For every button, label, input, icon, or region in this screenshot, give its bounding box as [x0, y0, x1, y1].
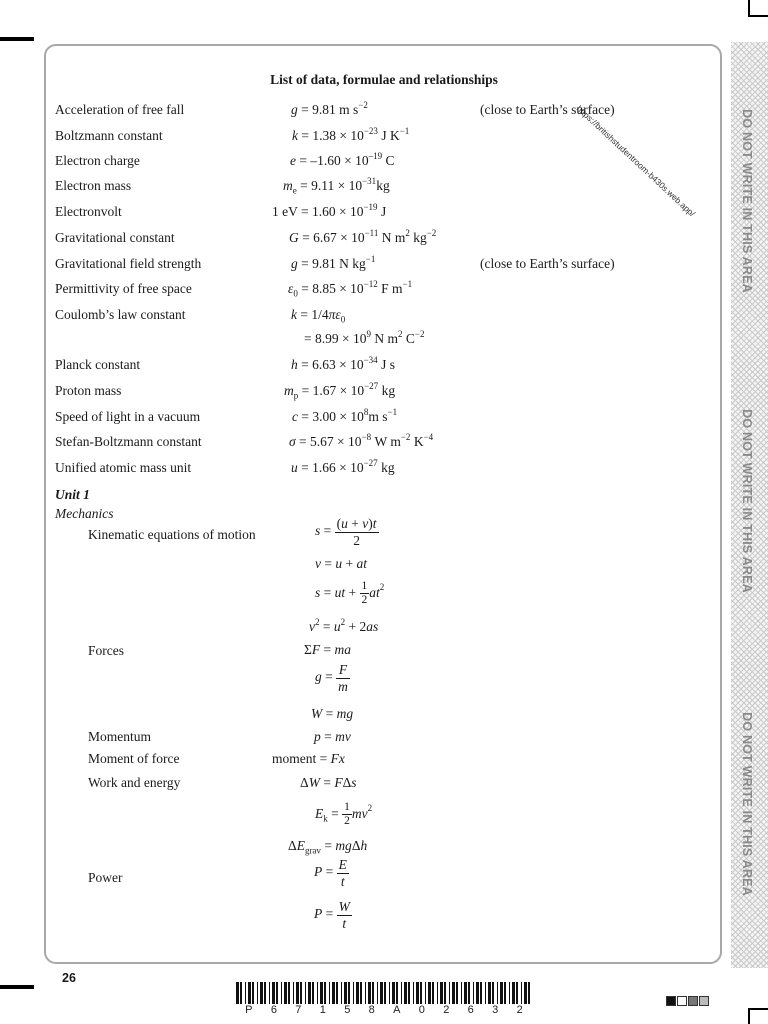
label-moment: Moment of force: [88, 751, 180, 766]
constant-name: Electron charge: [55, 153, 140, 168]
barcode-bar: [269, 982, 270, 1004]
barcode-bar: [284, 982, 287, 1004]
constant-value: $k = 1.38 \times 10^{-23}$ J $K^{-1}$: [292, 125, 410, 143]
barcode-bar: [240, 982, 242, 1004]
fraction: $\frac{E}{t}$: [338, 857, 347, 889]
barcode-bar: [308, 982, 311, 1004]
barcode-bar: [420, 982, 422, 1004]
barcode-bar: [341, 982, 342, 1004]
barcode-bar: [488, 982, 491, 1004]
crop-mark-bottom-left: [0, 985, 34, 989]
barcode-bar: [353, 982, 354, 1004]
formula-v-squared: $v^2 = u^2 + 2as$: [309, 616, 379, 634]
barcode-bar: [276, 982, 278, 1004]
barcode-bar: [521, 982, 522, 1004]
constant-value: $m_p = 1.67 \times 10^{-27}$ kg: [284, 380, 396, 401]
constant-name: Gravitational field strength: [55, 256, 202, 271]
fraction: $\frac{F}{m}$: [338, 662, 348, 694]
barcode-bar: [372, 982, 374, 1004]
formula-moment: moment = Fx: [272, 751, 345, 766]
barcode-bar: [329, 982, 330, 1004]
constant-value: = $8.99 \times 10^9$ N $m^2$ $C^{-2}$: [304, 328, 425, 346]
constant-value: 1 eV = $1.60 \times 10^{-19}$ J: [272, 201, 387, 219]
side-warning-2: DO NOT WRITE IN THIS AREA: [740, 409, 754, 593]
barcode-bar: [317, 982, 318, 1004]
barcode-bar: [473, 982, 474, 1004]
unit-heading: Unit 1: [55, 487, 90, 502]
barcode-char: 2: [516, 1004, 523, 1016]
barcode-bar: [288, 982, 290, 1004]
barcode-bar: [440, 982, 443, 1004]
barcode-bar: [312, 982, 314, 1004]
side-warning-3: DO NOT WRITE IN THIS AREA: [740, 712, 754, 896]
barcode-bar: [452, 982, 455, 1004]
constant-note: (close to Earth’s surface): [480, 102, 615, 117]
constant-value: $h = 6.63 \times 10^{-34}$ J s: [291, 354, 395, 372]
barcode-char: 3: [492, 1004, 499, 1016]
barcode-char: 5: [344, 1004, 351, 1016]
barcode-bar: [528, 982, 530, 1004]
constant-value: $\varepsilon_0 = 8.85 \times 10^{-12}$ F $m^{-1}$: [288, 278, 413, 299]
formula-sum-f: ΣF = ma: [304, 642, 351, 657]
fraction-half: $\frac{1}{2}$: [361, 580, 368, 607]
barcode-bar: [480, 982, 482, 1004]
barcode-char: 2: [443, 1004, 450, 1016]
print-mark: [688, 996, 698, 1006]
constant-name: Acceleration of free fall: [55, 102, 185, 117]
constant-name: Gravitational constant: [55, 230, 175, 245]
barcode-bar: [408, 982, 410, 1004]
constant-value: $\sigma = 5.67 \times 10^{-8}$ W $m^{-2}$ $K^{-4}$: [289, 431, 434, 449]
barcode-bar: [516, 982, 518, 1004]
barcode-bar: [305, 982, 306, 1004]
constant-value: $G = 6.67 \times 10^{-11}$ N $m^2$ $kg^{-2}$: [289, 227, 437, 245]
barcode-bar: [416, 982, 419, 1004]
page-title: List of data, formulae and relationships: [270, 72, 498, 87]
barcode-bar: [509, 982, 510, 1004]
constant-name: Stefan-Boltzmann constant: [55, 434, 202, 449]
fraction: $\frac{W}{t}$: [338, 899, 350, 931]
barcode-text: [236, 1004, 532, 1018]
barcode-char: 1: [319, 1004, 326, 1016]
print-mark: [666, 996, 676, 1006]
constant-name: Electronvolt: [55, 204, 122, 219]
barcode-bar: [252, 982, 254, 1004]
formula-s-ut: s = ut + $\frac{1}{2}$ $at^2$: [315, 580, 385, 607]
barcode-bar: [324, 982, 326, 1004]
barcode-bar: [476, 982, 479, 1004]
barcode-char: A: [393, 1004, 401, 1016]
barcode-char: 6: [467, 1004, 474, 1016]
constant-value: $k = 1/4\pi\varepsilon_0$: [291, 307, 346, 325]
formula-p-mv: p = mv: [314, 729, 351, 744]
page-number: 26: [62, 971, 76, 985]
url-stamp: https://britishstudentroom-b430s.web.app/: [574, 103, 698, 219]
constant-value: g = 9.81 m $s^{-2}$: [291, 99, 368, 117]
barcode-bar: [497, 982, 498, 1004]
section-heading: Mechanics: [55, 506, 114, 521]
constant-value: $c = 3.00 \times 10^8m$ $s^{-1}$: [292, 406, 398, 424]
barcode-char: 0: [418, 1004, 425, 1016]
barcode-image: [236, 982, 532, 1004]
formula-ek: $E_k$ = $\frac{1}{2}$ $mv^2$: [315, 801, 373, 828]
barcode-bar: [245, 982, 246, 1004]
formula-v-uat: v = u + at: [315, 556, 368, 571]
print-mark: [699, 996, 709, 1006]
formula-w-mg: W = mg: [311, 706, 354, 721]
print-registration-marks: [666, 996, 709, 1006]
formula-g-f-m: g = $\frac{F}{m}$: [315, 662, 348, 694]
barcode-bar: [236, 982, 239, 1004]
constant-name: Planck constant: [55, 357, 141, 372]
barcode-bar: [296, 982, 299, 1004]
barcode-bar: [456, 982, 458, 1004]
barcode-bar: [300, 982, 302, 1004]
constant-name: Unified atomic mass unit: [55, 460, 192, 475]
barcode-bar: [356, 982, 359, 1004]
barcode-char: 7: [295, 1004, 302, 1016]
crop-mark-top-right: [748, 0, 750, 16]
crop-mark-bottom-right: [748, 1008, 750, 1024]
label-momentum: Momentum: [88, 729, 151, 744]
barcode-bar: [336, 982, 338, 1004]
constant-value: $e = -1.60 \times 10^{-19}$ C: [290, 150, 395, 168]
barcode-bar: [449, 982, 450, 1004]
barcode-bar: [368, 982, 371, 1004]
label-power: Power: [88, 870, 123, 885]
barcode-bar: [437, 982, 438, 1004]
constant-name: Boltzmann constant: [55, 128, 163, 143]
crop-mark-top-right-h: [748, 15, 768, 17]
barcode-bar: [461, 982, 462, 1004]
barcode-bar: [260, 982, 263, 1004]
label-forces: Forces: [88, 643, 124, 658]
barcode-bar: [444, 982, 446, 1004]
barcode-bar: [392, 982, 395, 1004]
barcode-bar: [384, 982, 386, 1004]
formula-delta-w: ΔW = FΔs: [300, 775, 357, 790]
barcode-bar: [432, 982, 434, 1004]
constant-value: $m_e = 9.11 \times 10^{-31}kg$: [283, 175, 390, 196]
barcode-bar: [332, 982, 335, 1004]
constant-value: g = 9.81 N $kg^{-1}$: [291, 253, 376, 271]
barcode-bar: [485, 982, 486, 1004]
constant-name: Speed of light in a vacuum: [55, 409, 201, 424]
barcode-char: 8: [368, 1004, 375, 1016]
label-kinematic: Kinematic equations of motion: [88, 527, 256, 542]
fraction-half: $\frac{1}{2}$: [344, 801, 350, 828]
barcode-bar: [401, 982, 402, 1004]
barcode-bar: [428, 982, 431, 1004]
constant-name: Coulomb’s law constant: [55, 307, 186, 322]
barcode-bar: [500, 982, 503, 1004]
barcode-bar: [344, 982, 347, 1004]
print-mark: [677, 996, 687, 1006]
barcode-bar: [524, 982, 527, 1004]
fraction: $\frac{(u + v)t}{2}$: [336, 516, 377, 548]
barcode-char: P: [245, 1004, 253, 1016]
barcode-bar: [272, 982, 275, 1004]
barcode-bar: [264, 982, 266, 1004]
label-work-energy: Work and energy: [88, 775, 181, 790]
constant-name: Permittivity of free space: [55, 281, 192, 296]
barcode-bar: [413, 982, 414, 1004]
constant-name: Proton mass: [55, 383, 122, 398]
barcode-bar: [365, 982, 366, 1004]
formula-p-w-t: P = $\frac{W}{t}$: [314, 899, 350, 931]
barcode-bar: [464, 982, 467, 1004]
barcode-bar: [281, 982, 282, 1004]
barcode-bar: [425, 982, 426, 1004]
barcode-bar: [360, 982, 362, 1004]
side-warning-1: DO NOT WRITE IN THIS AREA: [740, 109, 754, 293]
barcode-bar: [404, 982, 407, 1004]
crop-mark-top-left: [0, 37, 34, 41]
barcode-char: 6: [270, 1004, 277, 1016]
barcode-bar: [348, 982, 350, 1004]
barcode-bar: [468, 982, 470, 1004]
barcode-bar: [248, 982, 251, 1004]
barcode-bar: [389, 982, 390, 1004]
barcode-bar: [396, 982, 398, 1004]
barcode-bar: [377, 982, 378, 1004]
constant-value: $u = 1.66 \times 10^{-27}$ kg: [291, 457, 395, 475]
constant-name: Electron mass: [55, 178, 132, 193]
barcode-bar: [492, 982, 494, 1004]
barcode-bar: [380, 982, 383, 1004]
formula-s-average: s = $\frac{(u + v)t}{2}$: [315, 516, 377, 548]
barcode-bar: [512, 982, 515, 1004]
barcode-bar: [320, 982, 323, 1004]
barcode-bar: [293, 982, 294, 1004]
formula-p-e-t: P = $\frac{E}{t}$: [314, 857, 347, 889]
crop-mark-bottom-right-h: [748, 1008, 768, 1010]
barcode-bar: [257, 982, 258, 1004]
constant-note: (close to Earth’s surface): [480, 256, 615, 271]
barcode-bar: [504, 982, 506, 1004]
formula-delta-egrav: $\Delta E_{grav} = mg\Delta h$: [288, 838, 368, 856]
